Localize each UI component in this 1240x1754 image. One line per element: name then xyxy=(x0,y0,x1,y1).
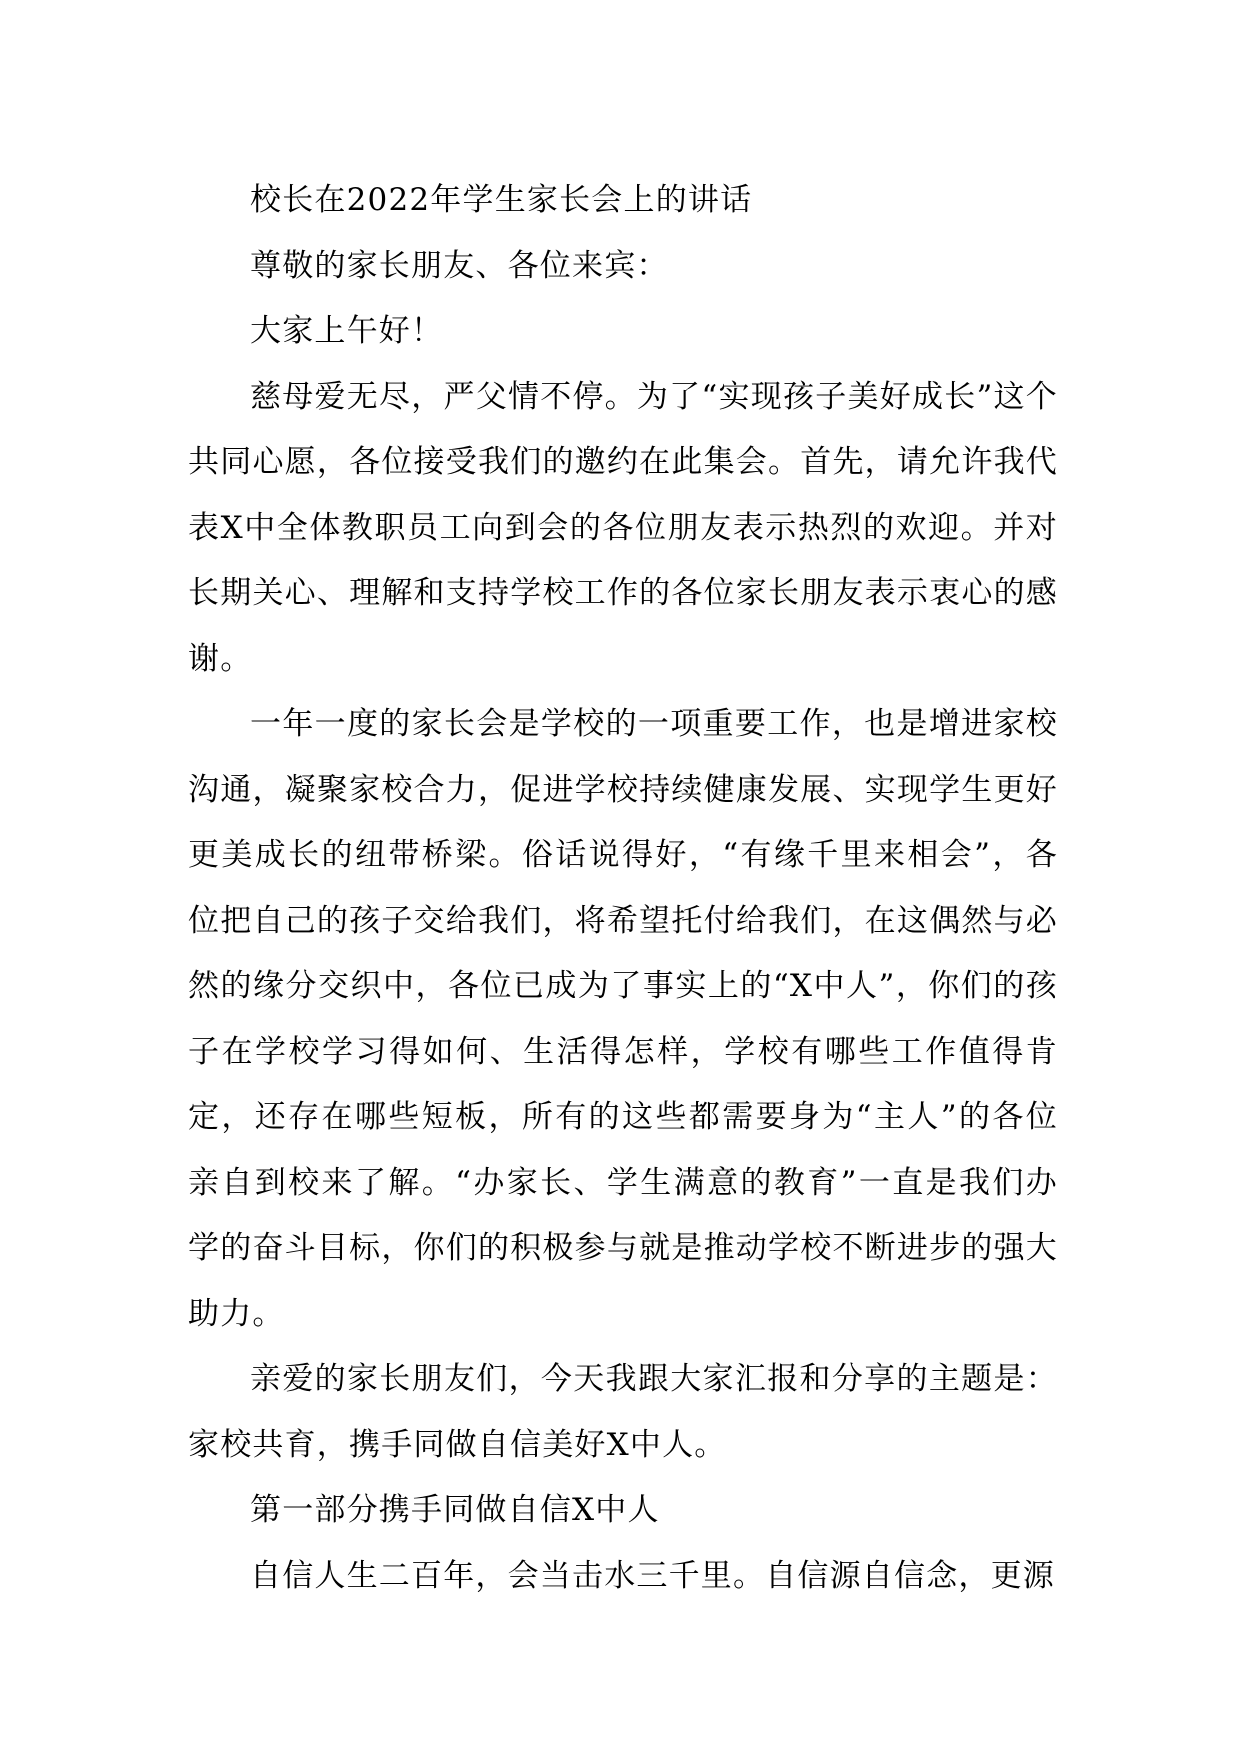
document-body xyxy=(188,168,1058,1609)
speech-title: 校长在2022年学生家长会上的讲话 xyxy=(250,182,753,218)
paragraph-welcome: 慈母爱无尽，严父情不停。为了“实现孩子美好成长”这个共同心愿，各位接受我们的邀约在此集会。首先，请允许我代表X中全体教职员工向到会的各位朋友表示热烈的欢迎。并对长期关心、理解和支持学校工作的各位家长朋友表示衷心的感谢。 xyxy=(188,378,1058,677)
paragraph-theme: 亲爱的家长朋友们，今天我跟大家汇报和分享的主题是：家校共育，携手同做自信美好X中人。 xyxy=(188,1361,1058,1463)
salutation: 尊敬的家长朋友、各位来宾： xyxy=(250,247,669,284)
paragraph-parent-meeting: 一年一度的家长会是学校的一项重要工作，也是增进家校沟通，凝聚家校合力，促进学校持续健康发展、实现学生更好更美成长的纽带桥梁。俗话说得好，“有缘千里来相会”，各位把自己的孩子交给我们，将希望托付给我们，在这偶然与必然的缘分交织中，各位已成为了事实上的“X中人”，你们的孩子在学校学习得如何、生活得怎样，学校有哪些工作值得肯定，还存在哪些短板，所有的这些都需要身为“主人”的各位亲自到校来了解。“办家长、学生满意的教育”一直是我们办学的奋斗目标，你们的积极参与就是推动学校不断进步的强大助力。 xyxy=(188,706,1058,1332)
greeting: 大家上午好！ xyxy=(250,313,444,349)
section-heading: 第一部分携手同做自信X中人 xyxy=(250,1492,660,1528)
paragraph-confidence: 自信人生二百年，会当击水三千里。自信源自信念，更源 xyxy=(250,1557,1055,1594)
